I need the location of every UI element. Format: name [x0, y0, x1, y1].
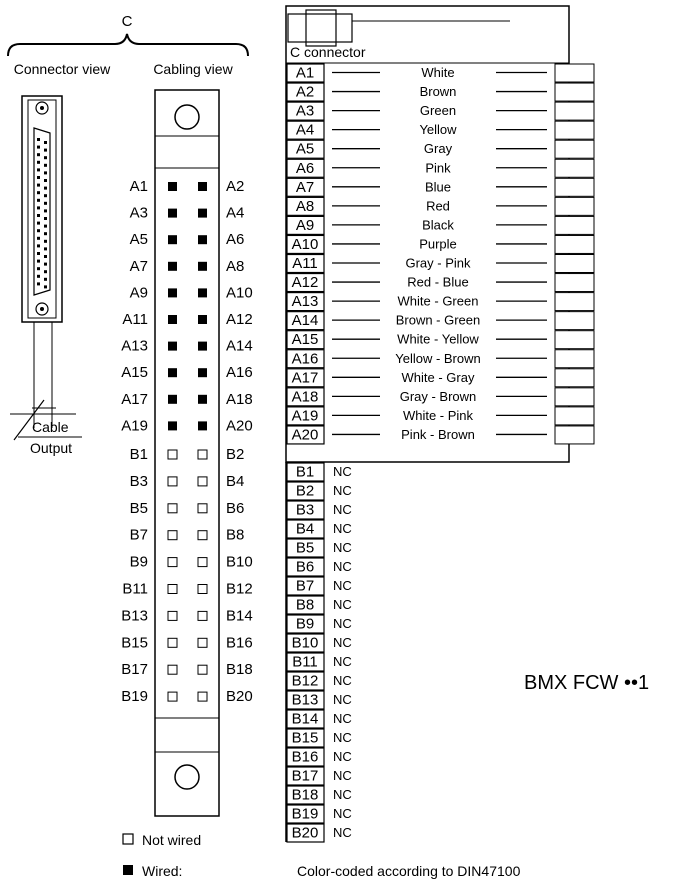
not-wired-pin	[168, 450, 177, 459]
side-pin	[44, 240, 47, 243]
pin-label: A20	[291, 426, 319, 444]
wired-pin	[198, 288, 207, 297]
face-pin-label: A5	[129, 231, 148, 249]
side-pin	[44, 217, 47, 220]
face-pin-label: A6	[226, 231, 245, 249]
nc-row	[287, 634, 352, 652]
wire-row	[287, 216, 594, 234]
side-pin	[44, 285, 47, 288]
nc-row	[287, 596, 352, 614]
wired-pin	[168, 342, 177, 351]
wire-color-label: Green	[419, 103, 457, 119]
face-pin-label: B13	[121, 607, 148, 625]
nc-label: NC	[333, 635, 352, 650]
not-wired-pin	[198, 504, 207, 513]
face-pin-label: A2	[226, 178, 245, 195]
color-code-note: Color-coded according to DIN47100	[297, 863, 521, 879]
nc-label: NC	[333, 578, 352, 593]
not-wired-pin	[168, 558, 177, 567]
wire-color-label: Yellow	[419, 122, 457, 138]
nc-label: NC	[333, 806, 352, 821]
terminal-cell	[555, 178, 594, 196]
face-pin-label: B15	[121, 634, 148, 652]
pin-label: A3	[295, 102, 315, 120]
not-wired-pin	[198, 477, 207, 486]
terminal-cell	[555, 388, 594, 406]
pin-label: B20	[291, 824, 319, 842]
side-pin	[37, 206, 40, 209]
face-pin-label: A9	[129, 284, 148, 302]
face-pin-label: A18	[226, 390, 253, 408]
wired-pin	[168, 262, 177, 271]
wire-row	[287, 426, 594, 444]
pin-label: B10	[291, 634, 319, 652]
side-pin	[37, 260, 40, 263]
nc-label: NC	[333, 654, 352, 669]
pin-label: B16	[291, 748, 319, 766]
pin-label: B7	[295, 577, 315, 595]
nc-label: NC	[333, 540, 352, 555]
face-pin-label: A11	[122, 311, 148, 328]
nc-label: NC	[333, 673, 352, 688]
face-pin-label: A20	[226, 417, 253, 435]
pin-label: B2	[295, 482, 315, 500]
side-pin	[44, 179, 47, 182]
pin-label: B8	[295, 596, 315, 614]
side-pin	[37, 275, 40, 278]
face-pin-label: B19	[121, 688, 148, 706]
nc-label: NC	[333, 749, 352, 764]
face-pin-label: A3	[129, 204, 148, 222]
wire-color-label: White - Gray	[401, 369, 475, 385]
pin-label: B18	[291, 786, 319, 804]
wire-row	[287, 369, 594, 387]
c-connector-title: C connector	[290, 44, 366, 60]
wired-pin	[168, 368, 177, 377]
wired-pin	[168, 235, 177, 244]
nc-row	[287, 710, 352, 728]
nc-row	[287, 577, 352, 595]
nc-row	[287, 767, 352, 785]
nc-row	[287, 672, 352, 690]
terminal-cell	[555, 102, 594, 120]
terminal-cell	[555, 331, 594, 349]
product-reference: BMX FCW ••1	[524, 672, 650, 694]
pin-label: B13	[291, 691, 319, 709]
wire-row	[287, 102, 594, 120]
nc-row	[287, 463, 352, 481]
not-wired-pin	[168, 477, 177, 486]
nc-row	[287, 691, 352, 709]
wire-color-label: Purple	[419, 236, 457, 252]
side-pin	[44, 232, 47, 235]
not-wired-pin	[198, 638, 207, 647]
not-wired-pin	[198, 611, 207, 620]
face-pin-label: B6	[226, 499, 245, 517]
wire-row	[287, 83, 594, 101]
wire-row	[287, 235, 594, 253]
wire-row	[287, 274, 594, 292]
side-pin	[37, 153, 40, 156]
nc-label: NC	[333, 730, 352, 745]
nc-label: NC	[333, 616, 352, 631]
face-pin-label: B16	[226, 634, 253, 652]
wired-pin	[168, 395, 177, 404]
pin-label: B3	[295, 501, 315, 519]
nc-label: NC	[333, 483, 352, 498]
wire-color-label: Brown - Green	[395, 312, 481, 328]
cabling-view-label: Cabling view	[153, 61, 233, 77]
face-pin-label: B20	[226, 688, 253, 706]
wired-pin	[198, 395, 207, 404]
wire-row	[287, 331, 594, 349]
pin-label: A15	[291, 331, 319, 349]
wire-color-label: Blue	[424, 179, 452, 195]
wire-row	[287, 64, 594, 82]
wired-pin	[198, 368, 207, 377]
pin-label: A1	[295, 64, 315, 82]
side-pin	[44, 209, 47, 212]
wire-color-label: Red - Blue	[407, 274, 469, 290]
wire-row	[287, 121, 594, 139]
wired-pin	[168, 288, 177, 297]
not-wired-pin	[168, 504, 177, 513]
wire-color-label: Pink - Brown	[401, 426, 475, 442]
face-pin-label: B17	[121, 661, 148, 679]
side-pin	[37, 168, 40, 171]
side-pin	[37, 237, 40, 240]
face-pin-label: A1	[129, 178, 148, 195]
terminal-cell	[555, 140, 594, 158]
wired-pin	[198, 315, 207, 324]
nc-label: NC	[333, 825, 352, 840]
wire-row	[287, 159, 594, 177]
wire-color-label: White - Yellow	[397, 331, 479, 347]
terminal-cell	[555, 159, 594, 177]
side-pin	[37, 222, 40, 225]
side-pin	[44, 278, 47, 281]
side-pin	[37, 199, 40, 202]
nc-row	[287, 539, 352, 557]
pin-label: A8	[295, 197, 315, 215]
wired-pin	[198, 235, 207, 244]
wired-pin	[168, 209, 177, 218]
side-pin	[37, 244, 40, 247]
wire-color-label: Brown	[419, 84, 457, 100]
terminal-cell	[555, 407, 594, 425]
wire-color-label: Gray - Pink	[405, 255, 471, 271]
b-pin-rows	[286, 462, 352, 842]
not-wired-pin	[168, 531, 177, 540]
nc-label: NC	[333, 464, 352, 479]
side-pin	[37, 229, 40, 232]
cable-label: Cable	[32, 419, 69, 435]
wire-row	[287, 407, 594, 425]
side-pin	[37, 282, 40, 285]
pin-label: B5	[295, 539, 315, 557]
header-brace	[8, 34, 248, 56]
output-label: Output	[30, 440, 73, 456]
terminal-cell	[555, 235, 594, 253]
nc-label: NC	[333, 692, 352, 707]
pin-label: B4	[295, 520, 315, 538]
nc-label: NC	[333, 711, 352, 726]
pin-label: A12	[291, 274, 319, 292]
pin-label: A13	[291, 293, 319, 311]
side-pin	[44, 194, 47, 197]
not-wired-pin	[168, 665, 177, 674]
nc-row	[287, 615, 352, 633]
not-wired-pin	[198, 585, 207, 594]
side-pin	[37, 191, 40, 194]
wired-pin	[198, 182, 207, 191]
wired-pin	[168, 315, 177, 324]
not-wired-pin	[198, 692, 207, 701]
face-pin-label: B8	[226, 526, 245, 544]
side-pin	[44, 171, 47, 174]
side-pin	[37, 146, 40, 149]
pin-label: A14	[291, 312, 319, 330]
nc-row	[287, 729, 352, 747]
terminal-cell	[555, 216, 594, 234]
terminal-cell	[555, 255, 594, 273]
face-pin-label: B1	[129, 446, 148, 463]
face-pin-label: B2	[226, 446, 245, 463]
nc-label: NC	[333, 521, 352, 536]
wire-color-label: Yellow - Brown	[395, 350, 481, 366]
terminal-cell	[555, 64, 594, 82]
face-pin-label: A10	[226, 284, 253, 302]
connector-letter: C	[121, 13, 133, 30]
wire-row	[287, 293, 594, 311]
side-pin	[44, 141, 47, 144]
wire-row	[287, 178, 594, 196]
c-connector-table	[286, 6, 594, 462]
face-pin-label: A19	[121, 417, 148, 435]
pin-label: B9	[295, 615, 315, 633]
nc-row	[287, 824, 352, 842]
not-wired-pin	[198, 450, 207, 459]
wire-color-label: Gray	[423, 141, 453, 157]
pin-label: A4	[295, 121, 315, 139]
terminal-cell	[555, 350, 594, 368]
pin-label: A6	[295, 159, 315, 177]
side-pin	[44, 187, 47, 190]
pin-label: A7	[295, 178, 315, 196]
not-wired-pin	[198, 558, 207, 567]
nc-label: NC	[333, 787, 352, 802]
wire-color-label: Red	[426, 198, 450, 214]
side-pin	[37, 252, 40, 255]
side-pin	[37, 161, 40, 164]
wire-row	[287, 388, 594, 406]
terminal-cell	[555, 293, 594, 311]
face-pin-label: A16	[226, 364, 253, 382]
wire-row	[287, 140, 594, 158]
wire-row	[287, 312, 594, 330]
not-wired-pin	[168, 638, 177, 647]
wired-label: Wired:	[142, 863, 183, 879]
pin-label: B19	[291, 805, 319, 823]
wire-color-label: White - Pink	[402, 407, 474, 423]
connector-view-label: Connector view	[13, 61, 111, 77]
wire-row	[287, 350, 594, 368]
terminal-cell	[555, 197, 594, 215]
side-pin	[44, 164, 47, 167]
a-pin-rows	[287, 64, 594, 444]
nc-row	[287, 501, 352, 519]
face-pin-label: B12	[226, 580, 253, 598]
wired-pin	[198, 209, 207, 218]
face-pin-label: A14	[226, 337, 253, 355]
side-pin	[44, 270, 47, 273]
nc-row	[287, 558, 352, 576]
not-wired-pin	[198, 531, 207, 540]
face-pin-label: A4	[226, 204, 245, 222]
pin-label: A10	[291, 235, 319, 253]
nc-row	[287, 482, 352, 500]
not-wired-pin	[168, 692, 177, 701]
side-pin	[37, 176, 40, 179]
wired-pin	[198, 342, 207, 351]
face-pin-label: A17	[121, 390, 148, 408]
wire-row	[287, 255, 594, 273]
pin-label: B11	[292, 653, 318, 671]
not-wired-label: Not wired	[142, 832, 202, 848]
terminal-cell	[555, 426, 594, 444]
terminal-cell	[555, 83, 594, 101]
wire-color-label: Black	[422, 217, 454, 233]
nc-row	[287, 805, 352, 823]
nc-row	[287, 748, 352, 766]
side-pin	[37, 184, 40, 187]
pin-label: A17	[291, 369, 319, 387]
face-pin-label: A7	[129, 257, 148, 275]
wired-pin	[168, 182, 177, 191]
face-pin-label: B11	[122, 580, 148, 598]
pin-label: B12	[291, 672, 319, 690]
face-pin-label: B5	[129, 499, 148, 517]
wired-pin	[198, 421, 207, 430]
terminal-cell	[555, 369, 594, 387]
pin-label: B1	[295, 463, 315, 481]
nc-label: NC	[333, 597, 352, 612]
wired-icon	[123, 865, 133, 875]
wire-color-label: Pink	[425, 160, 451, 176]
side-pin	[37, 138, 40, 141]
nc-label: NC	[333, 559, 352, 574]
wire-color-label: Gray - Brown	[399, 388, 477, 404]
face-pin-label: B10	[226, 553, 253, 571]
face-pin-label: A15	[121, 364, 148, 382]
face-pin-label: B9	[129, 553, 148, 571]
side-pin	[37, 214, 40, 217]
side-pin	[37, 267, 40, 270]
not-wired-pin	[168, 611, 177, 620]
side-pin	[44, 202, 47, 205]
face-pin-label: A8	[226, 257, 245, 275]
pin-label: A9	[295, 216, 315, 234]
pin-label: B15	[291, 729, 319, 747]
terminal-cell	[555, 121, 594, 139]
pin-label: A18	[291, 388, 319, 406]
side-pin	[44, 225, 47, 228]
face-pin-label: B14	[226, 607, 253, 625]
pin-label: A19	[291, 407, 319, 425]
pin-label: B17	[291, 767, 319, 785]
face-pin-label: A12	[226, 311, 253, 328]
cabling-view-face	[121, 90, 252, 816]
not-wired-pin	[198, 665, 207, 674]
face-pin-label: B3	[129, 472, 148, 490]
pin-label: A16	[291, 350, 319, 368]
face-pin-label: B18	[226, 661, 253, 679]
not-wired-pin	[168, 585, 177, 594]
pin-label: B6	[295, 558, 315, 576]
side-pin	[44, 149, 47, 152]
nc-label: NC	[333, 768, 352, 783]
terminal-cell	[555, 274, 594, 292]
pin-label: A2	[295, 83, 315, 101]
face-pin-label: B7	[129, 526, 148, 544]
side-pin	[44, 255, 47, 258]
pin-label: B14	[291, 710, 319, 728]
pin-label: A5	[295, 140, 315, 158]
nc-row	[287, 653, 352, 671]
connector-side-view	[22, 96, 62, 428]
side-pin	[44, 263, 47, 266]
terminal-cell	[555, 312, 594, 330]
side-pin	[44, 156, 47, 159]
face-pin-label: A13	[121, 337, 148, 355]
pin-label: A11	[292, 255, 318, 272]
side-pin	[44, 247, 47, 250]
connector-header	[8, 13, 248, 77]
nc-row	[287, 786, 352, 804]
connector-plug-icon	[288, 14, 352, 42]
face-pin-label: B4	[226, 472, 245, 490]
nc-row	[287, 520, 352, 538]
wire-row	[287, 197, 594, 215]
wire-color-label: White - Green	[397, 293, 479, 309]
not-wired-icon	[123, 834, 133, 844]
nc-label: NC	[333, 502, 352, 517]
wired-pin	[198, 262, 207, 271]
wired-pin	[168, 421, 177, 430]
wire-color-label: White	[421, 65, 455, 80]
